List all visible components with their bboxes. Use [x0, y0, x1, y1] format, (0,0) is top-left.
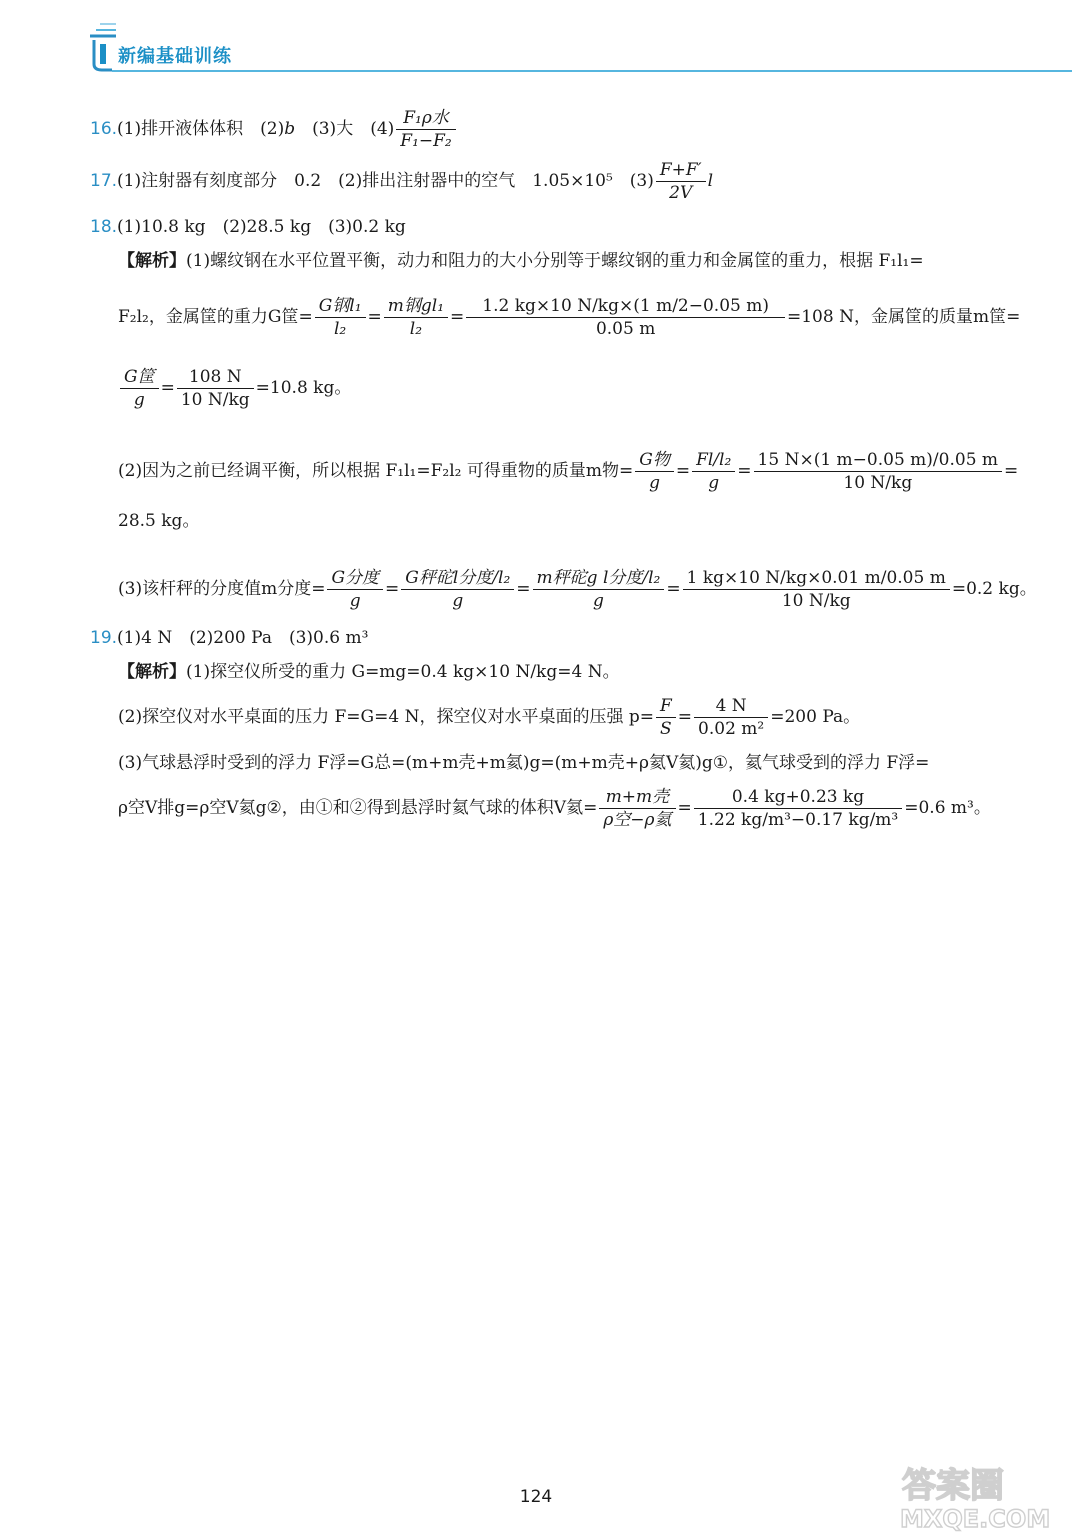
numerator: Fl/l₂: [692, 450, 735, 472]
numerator: m+m壳: [599, 787, 675, 809]
fraction: [327, 568, 383, 611]
numerator: G分度: [327, 568, 383, 590]
numerator: G物: [635, 450, 674, 472]
numerator: F₁ρ水: [396, 108, 455, 130]
answer-text: (1)4 N (2)200 Pa (3)0.6 m³: [117, 628, 369, 648]
fraction: [177, 367, 254, 410]
fraction: [656, 696, 676, 739]
fraction: [635, 450, 674, 493]
numerator: 108 N: [177, 367, 254, 389]
numerator: 0.4 kg+0.23 kg: [694, 787, 902, 809]
answer-text: (3)大 (4): [295, 119, 395, 139]
fraction: [120, 367, 159, 410]
fraction: [694, 696, 768, 739]
denominator: g: [452, 591, 464, 611]
numerator: G钢l₁: [315, 296, 366, 318]
numerator: 4 N: [694, 696, 768, 718]
numerator: G秤砣l分度/l₂: [401, 568, 514, 590]
analysis-label: 【解析】: [118, 662, 186, 682]
analysis-text: =0.6 m³。: [904, 798, 991, 818]
analysis-18-line6: (3)该杆秤的分度值m分度= $\frac{\text{G分度}}{g}$ = $\frac{\text{G秤砣l分度/l₂}}{g}$ = $\frac{\text{m秤砣g l分度/l₂}}{g}$ = $\frac{1 kg\times 10 N/kg\times 0.01 m/0.05 m}{10 N/kg}$ =0.2 kg。: [118, 568, 1037, 611]
fraction: [384, 296, 448, 339]
denominator: g: [133, 390, 145, 410]
analysis-text: (3)该杆秤的分度值m分度=: [118, 579, 326, 599]
analysis-text: ρ空V排g=ρ空V氦g②，由①和②得到悬浮时氦气球的体积V氦=: [118, 798, 598, 818]
fraction: [754, 450, 1002, 493]
denominator: 2V: [669, 183, 693, 203]
denominator: 10 N/kg: [843, 473, 913, 493]
answer-text: l: [707, 171, 714, 191]
analysis-18-line3: $\frac{\text{G筐}}{g}$ = $\frac{108 N}{10 N/kg}$ =10.8 kg。: [118, 367, 351, 410]
denominator: g: [708, 473, 720, 493]
denominator: g: [593, 591, 604, 611]
denominator: g: [349, 591, 361, 611]
answer-17: [90, 160, 713, 203]
analysis-text: (2)探空仪对水平桌面的压力 F=G=4 N，探空仪对水平桌面的压强 p=: [118, 707, 654, 727]
analysis-19-line2: (2)探空仪对水平桌面的压力 F=G=4 N，探空仪对水平桌面的压强 p= $\frac{F}{S}$ = $\frac{4 N}{\text{0.02 m²}}$ =200 Pa。: [118, 696, 861, 739]
fraction: [683, 568, 950, 611]
denominator: F₁−F₂: [400, 131, 452, 151]
denominator: 0.05 m: [595, 319, 656, 339]
fraction: [533, 568, 665, 611]
fraction: [466, 296, 785, 339]
numerator: 1 kg×10 N/kg×0.01 m/0.05 m: [683, 568, 950, 590]
answer-option: b: [284, 119, 296, 139]
page-header: [0, 0, 1072, 80]
fraction: [401, 568, 514, 611]
watermark-logo: [896, 1455, 1066, 1533]
analysis-text: (2)因为之前已经调平衡，所以根据 F₁l₁=F₂l₂ 可得重物的质量m物=: [118, 461, 634, 481]
analysis-19-line3: [118, 752, 929, 774]
numerator: m钢gl₁: [384, 296, 448, 318]
numerator: m秤砣g l分度/l₂: [533, 568, 665, 590]
numerator: G筐: [120, 367, 159, 389]
analysis-label: 【解析】: [118, 251, 186, 271]
denominator: 10 N/kg: [180, 390, 250, 410]
analysis-text: =0.2 kg。: [951, 579, 1037, 599]
analysis-text: F₂l₂，金属筐的重力G筐=: [118, 307, 313, 327]
header-rule: [112, 70, 1072, 72]
denominator: 10 N/kg: [781, 591, 851, 611]
question-number: 17.: [90, 171, 118, 191]
fraction: [315, 296, 366, 339]
analysis-19-line4: ρ空V排g=ρ空V氦g②，由①和②得到悬浮时氦气球的体积V氦= $\frac{\text{m+m壳}}{\text{ρ空−ρ氦}}$ = $\frac{0.4 kg+0.23 kg}{\text{1.22 kg/m³−0.17 kg/m³}}$ =0.6 m³。: [118, 787, 991, 830]
denominator: ρ空−ρ氦: [603, 810, 672, 830]
denominator: 1.22 kg/m³−0.17 kg/m³: [697, 810, 899, 830]
answer-18: [90, 216, 406, 238]
analysis-18-line2: F₂l₂，金属筐的重力G筐= $\frac{\text{G钢l₁}}{\text{l₂}}$ = $\frac{\text{m钢gl₁}}{\text{l₂}}$ = $\frac{1.2 kg\times 10 N/kg\times(1 m/2-0.05 m)}{0.05 m}$ =108 N，金属筐的质量m筐=: [118, 296, 1021, 339]
book-title: 新编基础训练: [118, 46, 232, 67]
answer-text: (1)排开液体体积 (2): [117, 119, 285, 139]
analysis-text: 28.5 kg。: [118, 511, 200, 531]
answer-text: (1)注射器有刻度部分 0.2 (2)排出注射器中的空气 1.05×10⁵ (3): [117, 171, 654, 191]
question-number: 16.: [90, 119, 118, 139]
answer-text: (1)10.8 kg (2)28.5 kg (3)0.2 kg: [117, 217, 406, 237]
fraction: [656, 160, 706, 203]
answer-16: [90, 108, 458, 151]
book-logo-icon: [86, 20, 120, 76]
numerator: F: [656, 696, 676, 718]
answer-19: [90, 627, 368, 649]
numerator: 15 N×(1 m−0.05 m)/0.05 m: [754, 450, 1002, 472]
question-number: 18.: [90, 217, 118, 237]
svg-text:答案圈: 答案圈: [902, 1466, 1004, 1506]
denominator: g: [649, 473, 660, 493]
analysis-19-line1: [118, 661, 620, 683]
analysis-18-line5: [118, 510, 199, 532]
svg-text:MXQE.COM: MXQE.COM: [900, 1505, 1051, 1533]
denominator: l₂: [333, 319, 347, 339]
analysis-18-line4: (2)因为之前已经调平衡，所以根据 F₁l₁=F₂l₂ 可得重物的质量m物= $\frac{\text{G物}}{g}$ = $\frac{\text{Fl/l₂}}{g}$ = $\frac{15 N\times(1 m-0.05 m)/0.05 m}{10 N/kg}$ =: [118, 450, 1019, 493]
analysis-text: =200 Pa。: [770, 707, 861, 727]
analysis-text: =108 N，金属筐的质量m筐=: [787, 307, 1021, 327]
analysis-text: (3)气球悬浮时受到的浮力 F浮=G总=(m+m壳+m氦)g=(m+m壳+ρ氦V氦)g①，氦气球受到的浮力 F浮=: [118, 753, 930, 773]
denominator: S: [660, 719, 672, 739]
analysis-text: (1)探空仪所受的重力 G=mg=0.4 kg×10 N/kg=4 N。: [186, 662, 620, 682]
fraction: [599, 787, 675, 830]
analysis-text: =10.8 kg。: [255, 378, 352, 398]
fraction: [692, 450, 735, 493]
fraction: [694, 787, 902, 830]
fraction: [396, 108, 455, 151]
question-number: 19.: [90, 628, 118, 648]
numerator: F+F′: [656, 160, 706, 182]
denominator: l₂: [409, 319, 423, 339]
denominator: 0.02 m²: [698, 719, 765, 739]
analysis-text: (1)螺纹钢在水平位置平衡，动力和阻力的大小分别等于螺纹钢的重力和金属筐的重力，根据 F₁l₁=: [186, 251, 924, 271]
analysis-18-line1: [118, 250, 924, 272]
numerator: 1.2 kg×10 N/kg×(1 m/2−0.05 m): [466, 296, 785, 318]
page-number: 124: [519, 1487, 553, 1507]
